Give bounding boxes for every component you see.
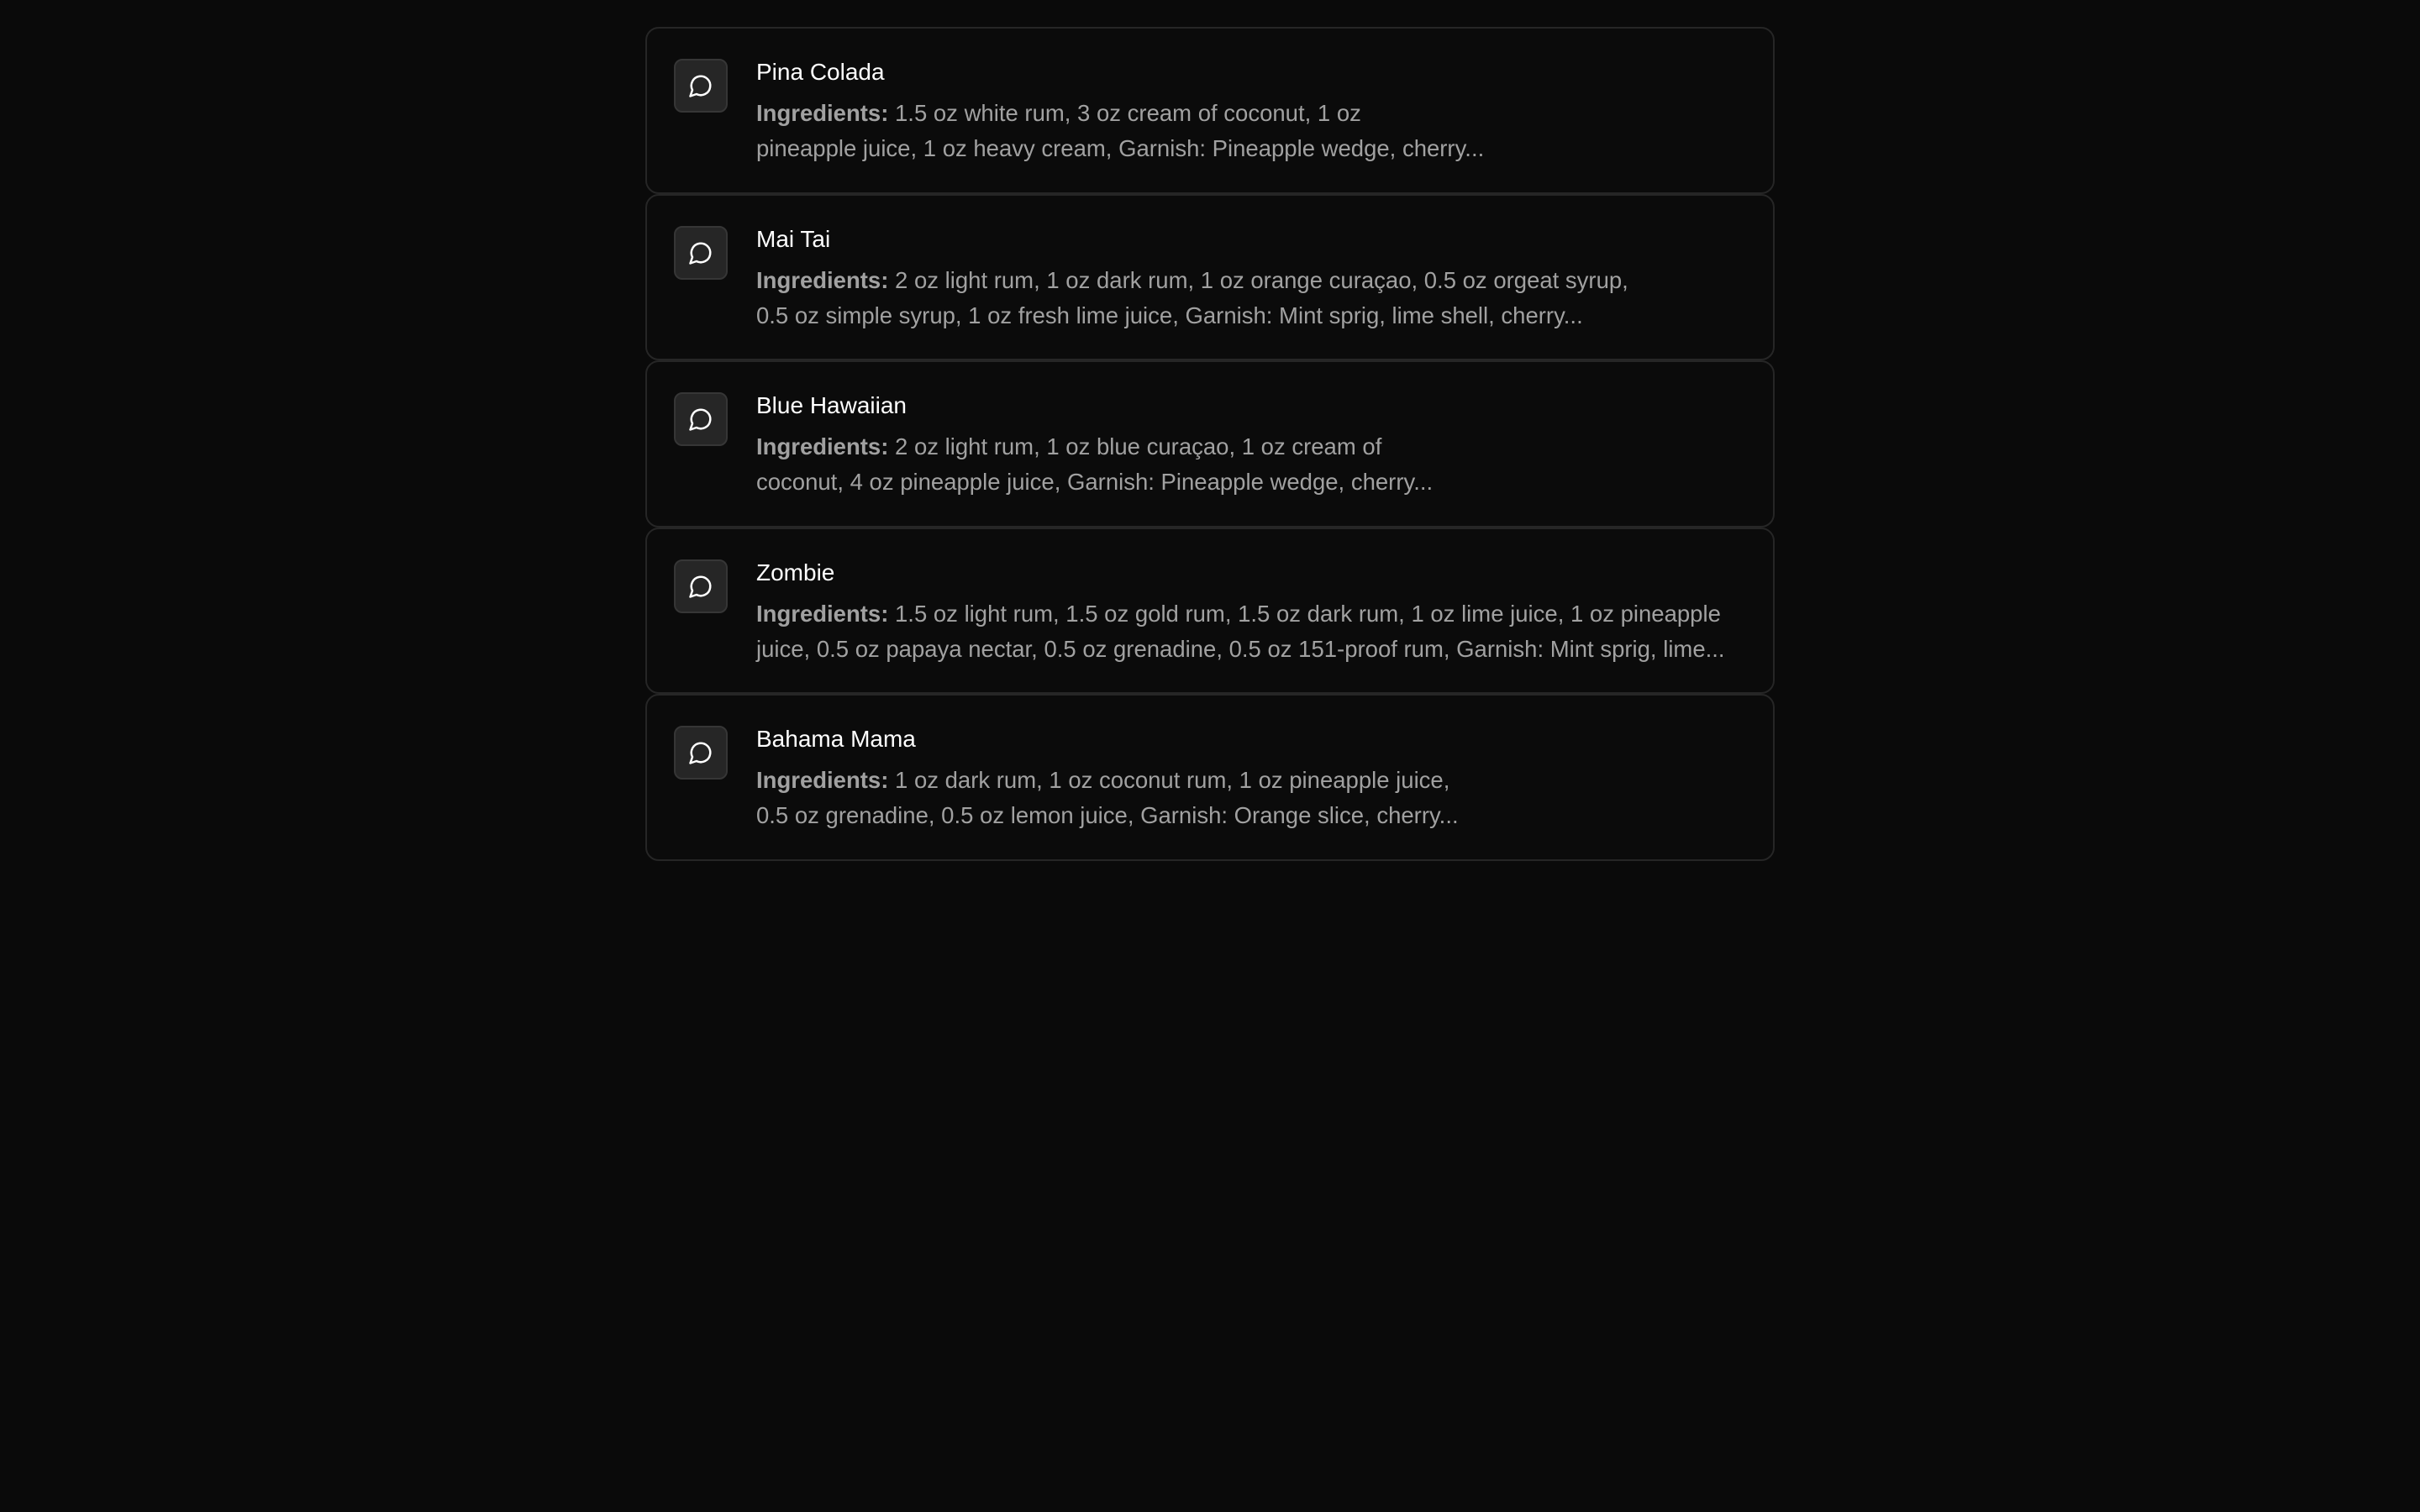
cocktail-list — [645, 27, 1775, 861]
cocktail-card-pina-colada[interactable] — [645, 27, 1775, 194]
ingredients-label: Ingredients: — [756, 767, 889, 793]
cocktail-ingredients — [756, 96, 1748, 166]
ingredients-line-1: 2 oz light rum, 1 oz blue curaçao, 1 oz cream of — [895, 433, 1382, 459]
cocktail-card-bahama-mama[interactable] — [645, 694, 1775, 861]
ingredients-label: Ingredients: — [756, 100, 889, 126]
ingredients-label: Ingredients: — [756, 600, 889, 627]
ingredients-label: Ingredients: — [756, 433, 889, 459]
ingredients-line-1: 1 oz dark rum, 1 oz coconut rum, 1 oz pineapple juice, — [895, 767, 1450, 793]
message-circle-icon — [674, 226, 728, 280]
message-circle-icon — [674, 726, 728, 780]
ingredients-line-2: 0.5 oz grenadine, 0.5 oz lemon juice, Garnish: Orange slice, cherry... — [756, 802, 1459, 828]
ingredients-line-2: coconut, 4 oz pineapple juice, Garnish: Pineapple wedge, cherry... — [756, 469, 1434, 495]
message-circle-icon — [674, 59, 728, 113]
cocktail-name: Mai Tai — [756, 225, 831, 252]
cocktail-name: Bahama Mama — [756, 726, 916, 752]
cocktail-ingredients — [756, 763, 1748, 833]
cocktail-name: Blue Hawaiian — [756, 392, 907, 418]
cocktail-card-mai-tai[interactable] — [645, 194, 1775, 361]
ingredients-line-1: 1.5 oz light rum, 1.5 oz gold rum, 1.5 oz dark rum, 1 oz lime juice, 1 oz pineapple — [895, 600, 1721, 627]
cocktail-name: Zombie — [756, 559, 835, 585]
ingredients-line-1: 1.5 oz white rum, 3 oz cream of coconut, 1 oz — [895, 100, 1361, 126]
cocktail-ingredients — [756, 596, 1748, 667]
ingredients-line-2: 0.5 oz simple syrup, 1 oz fresh lime juice, Garnish: Mint sprig, lime shell, cherry... — [756, 302, 1583, 328]
message-circle-icon — [674, 392, 728, 446]
cocktail-card-zombie[interactable] — [645, 528, 1775, 695]
cocktail-ingredients — [756, 263, 1748, 333]
ingredients-label: Ingredients: — [756, 266, 889, 293]
ingredients-line-1: 2 oz light rum, 1 oz dark rum, 1 oz orange curaçao, 0.5 oz orgeat syrup, — [895, 266, 1628, 293]
cocktail-name: Pina Colada — [756, 59, 885, 85]
message-circle-icon — [674, 559, 728, 613]
cocktail-card-blue-hawaiian[interactable] — [645, 360, 1775, 528]
ingredients-line-2: juice, 0.5 oz papaya nectar, 0.5 oz grenadine, 0.5 oz 151-proof rum, Garnish: Mint sprig, lime... — [756, 635, 1725, 662]
ingredients-line-2: pineapple juice, 1 oz heavy cream, Garnish: Pineapple wedge, cherry... — [756, 135, 1485, 161]
cocktail-ingredients — [756, 429, 1748, 500]
